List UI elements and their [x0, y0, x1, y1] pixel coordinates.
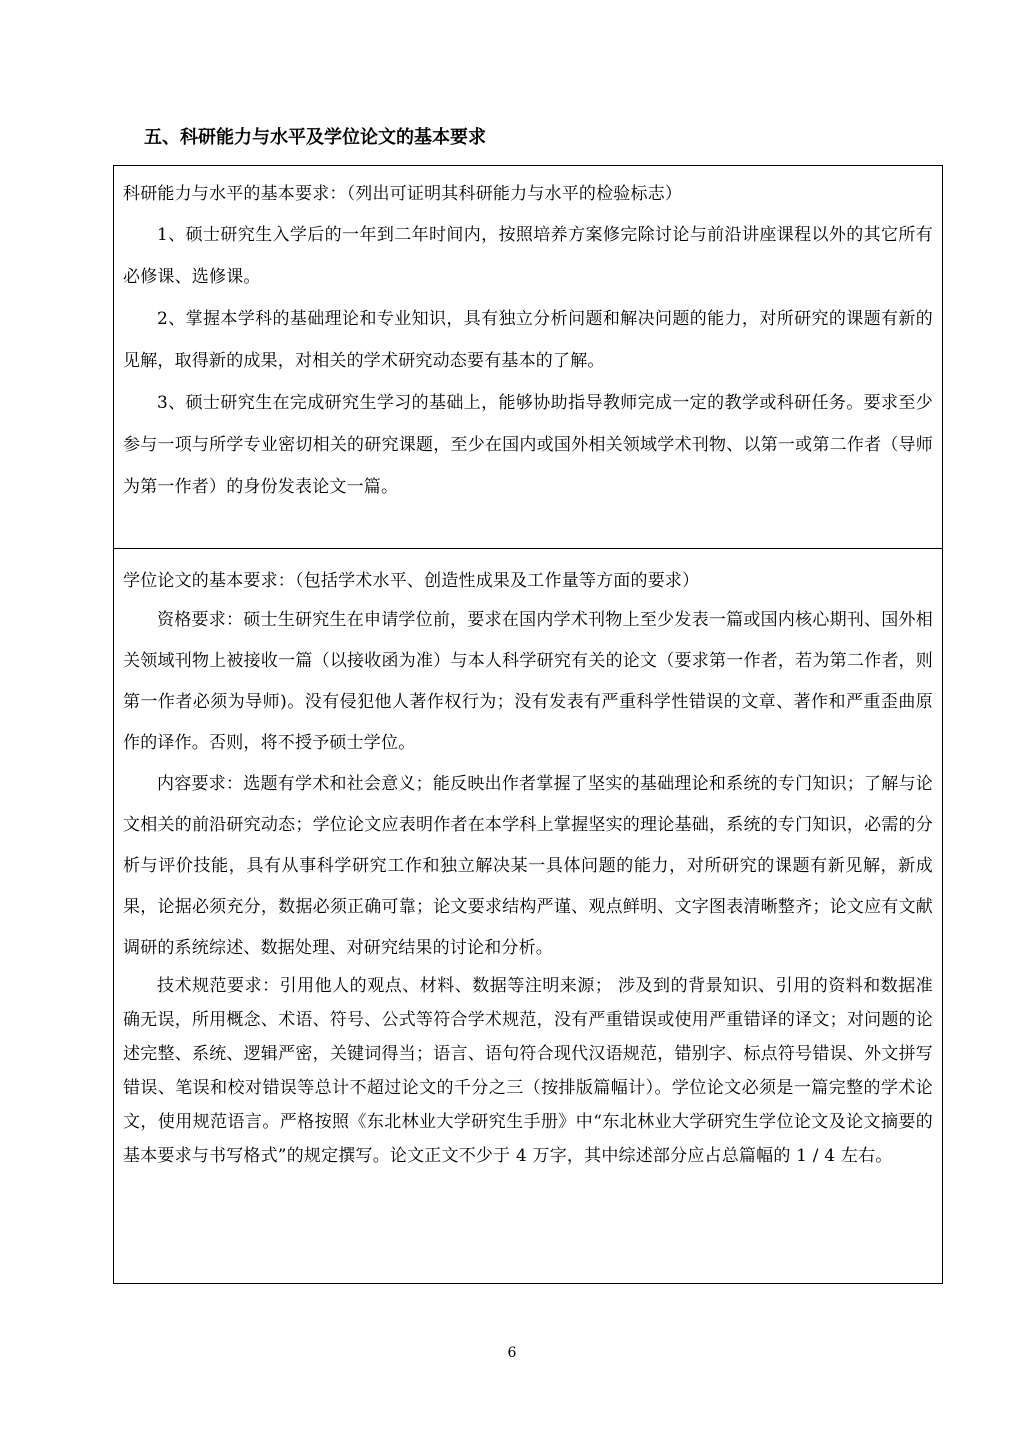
research-requirements-heading: 科研能力与水平的基本要求：（列出可证明其科研能力与水平的检验标志）	[123, 184, 683, 204]
technical-requirements: 技术规范要求：引用他人的观点、材料、数据等注明来源； 涉及到的背景知识、引用的资料和数据准确无误，所用概念、术语、符号、公式等符合学术规范，没有严重错误或使用严重错译的译文；对问题的论述完整、系统、逻辑严密，关键词得当；语言、语句符合现代汉语规范，错别字、标点符号错误、外文拼写错误、笔误和校对错误等总计不超过论文的千分之三（按排版篇幅计）。学位论文必须是一篇完整的学术论文，使用规范语言。严格按照《东北林业大学研究生手册》中“东北林业大学研究生学位论文及论文摘要的基本要求与书写格式”的规定撰写。论文正文不少于 4 万字，其中综述部分应占总篇幅的 1 / 4 左右。	[123, 976, 933, 1166]
research-requirements-box	[113, 165, 943, 549]
research-item-1: 1、硕士研究生入学后的一年到二年时间内，按照培养方案修完除讨论与前沿讲座课程以外的其它所有必修课、选修课。	[123, 225, 933, 287]
section-title: 五、科研能力与水平及学位论文的基本要求	[144, 127, 486, 148]
content-requirements: 内容要求：选题有学术和社会意义；能反映出作者掌握了坚实的基础理论和系统的专门知识；了解与论文相关的前沿研究动态；学位论文应表明作者在本学科上掌握坚实的理论基础，系统的专门知识，必需的分析与评价技能，具有从事科学研究工作和独立解决某一具体问题的能力，对所研究的课题有新见解，新成果，论据必须充分，数据必须正确可靠；论文要求结构严谨、观点鲜明、文字图表清晰整齐；论文应有文献调研的系统综述、数据处理、对研究结果的讨论和分析。	[123, 774, 933, 958]
qualification-requirements: 资格要求：硕士生研究生在申请学位前，要求在国内学术刊物上至少发表一篇或国内核心期刊、国外相关领域刊物上被接收一篇（以接收函为准）与本人科学研究有关的论文（要求第一作者，若为第二作者，则第一作者必须为导师)。没有侵犯他人著作权行为；没有发表有严重科学性错误的文章、著作和严重歪曲原作的译作。否则，将不授予硕士学位。	[123, 610, 933, 753]
research-item-2: 2、掌握本学科的基础理论和专业知识，具有独立分析问题和解决问题的能力，对所研究的课题有新的见解，取得新的成果，对相关的学术研究动态要有基本的了解。	[123, 309, 933, 371]
thesis-requirements-heading: 学位论文的基本要求：（包括学术水平、创造性成果及工作量等方面的要求）	[123, 571, 700, 591]
page-number: 6	[507, 1345, 517, 1361]
research-item-3: 3、硕士研究生在完成研究生学习的基础上，能够协助指导教师完成一定的教学或科研任务。要求至少参与一项与所学专业密切相关的研究课题，至少在国内或国外相关领域学术刊物、以第一或第二作者（导师为第一作者）的身份发表论文一篇。	[123, 393, 933, 497]
thesis-requirements-box	[113, 548, 943, 1284]
